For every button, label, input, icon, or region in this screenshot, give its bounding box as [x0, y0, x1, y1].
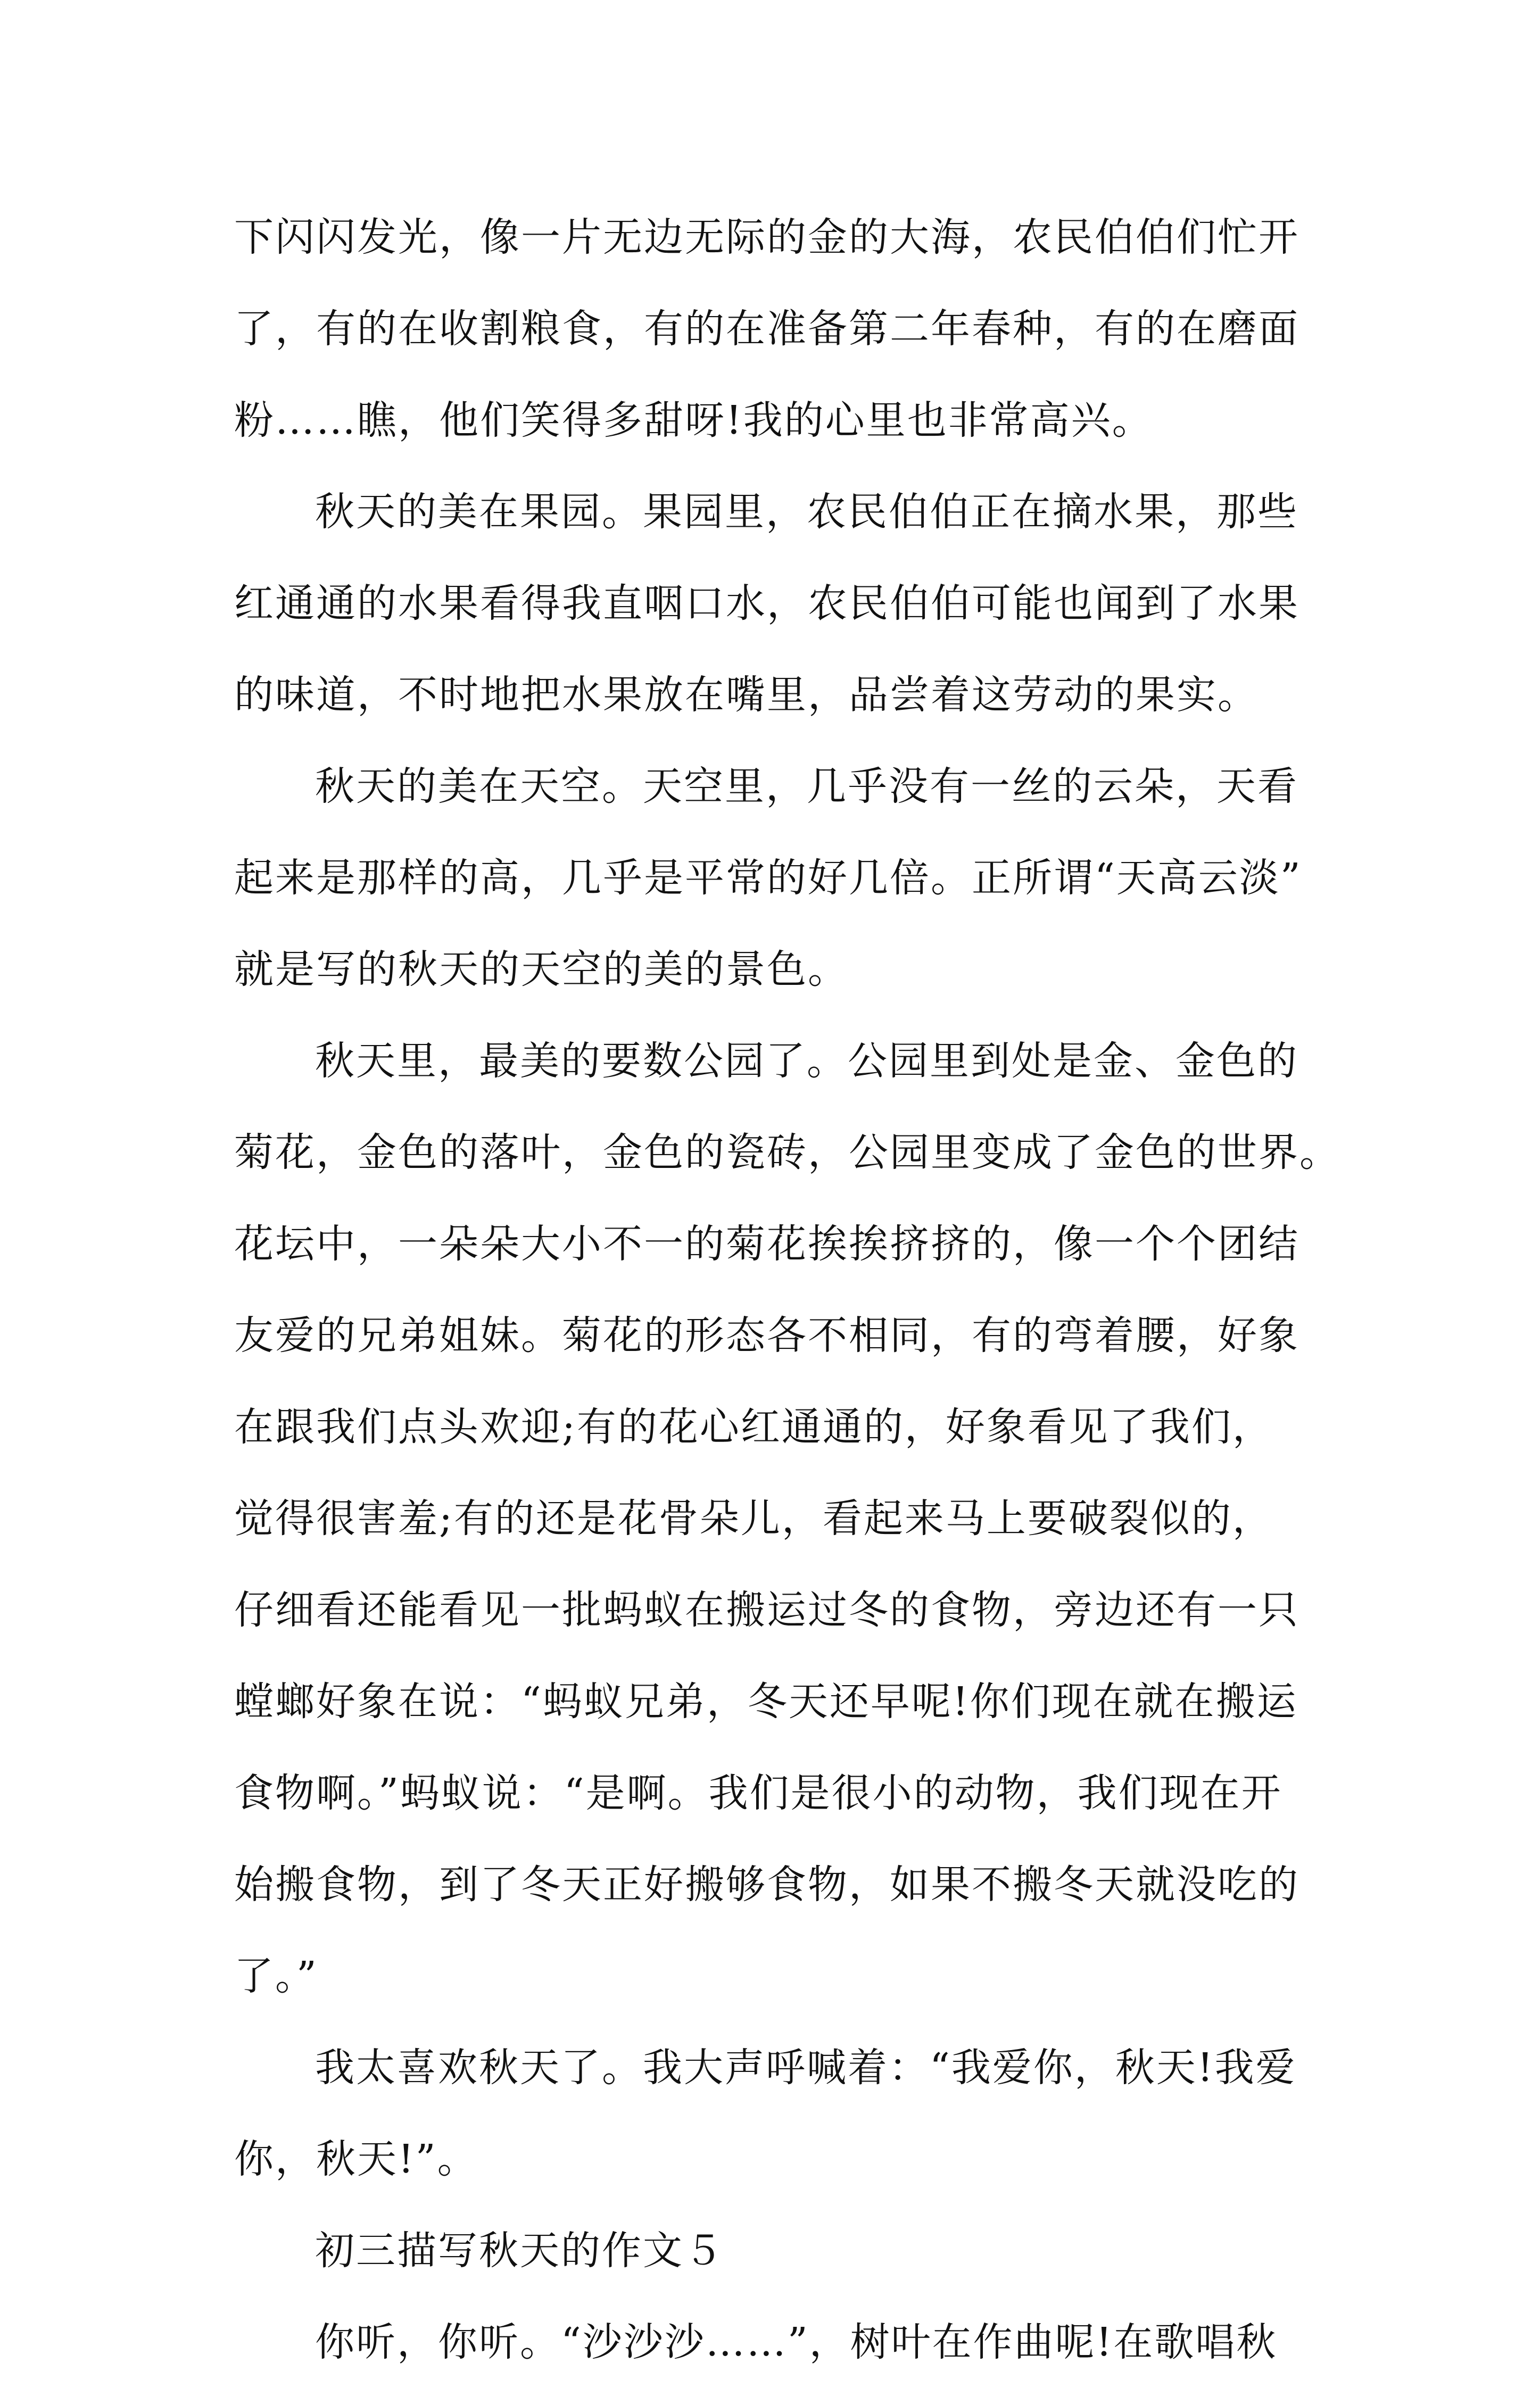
- text-line: 的味道，不时地把水果放在嘴里，品尝着这劳动的果实。: [234, 672, 1259, 718]
- text-line: 始搬食物，到了冬天正好搬够食物，如果不搬冬天就没吃的: [234, 1862, 1299, 1908]
- text-line: 了。”: [234, 1953, 318, 1999]
- text-line: 了，有的在收割粮食，有的在准备第二年春种，有的在磨面: [234, 306, 1299, 352]
- text-line: 起来是那样的高，几乎是平常的好几倍。正所谓“天高云淡”: [234, 855, 1302, 901]
- text-line: 螳螂好象在说：“蚂蚁兄弟，冬天还早呢!你们现在就在搬运: [234, 1679, 1298, 1724]
- document-body: [234, 192, 1340, 2388]
- text-line: 菊花，金色的落叶，金色的瓷砖，公园里变成了金色的世界。: [234, 1130, 1340, 1175]
- text-line: 友爱的兄弟姐妹。菊花的形态各不相同，有的弯着腰，好象: [234, 1313, 1299, 1358]
- text-line: 在跟我们点头欢迎;有的花心红通通的，好象看见了我们，: [234, 1404, 1273, 1450]
- text-line: 食物啊。”蚂蚁说：“是啊。我们是很小的动物，我们现在开: [234, 1770, 1282, 1816]
- text-line: 花坛中，一朵朵大小不一的菊花挨挨挤挤的，像一个个团结: [234, 1221, 1299, 1267]
- paragraph-start-line: 秋天的美在果园。果园里，农民伯伯正在摘水果，那些: [315, 489, 1298, 535]
- text-line: 就是写的秋天的天空的美的景色。: [234, 947, 849, 992]
- text-line: 你，秋天!”。: [234, 2136, 478, 2182]
- text-line: 红通通的水果看得我直咽口水，农民伯伯可能也闻到了水果: [234, 581, 1299, 626]
- text-line: 下闪闪发光，像一片无边无际的金的大海，农民伯伯们忙开: [234, 214, 1299, 260]
- text-line: 觉得很害羞;有的还是花骨朵儿，看起来马上要破裂似的，: [234, 1496, 1273, 1541]
- paragraph-start-line: 我太喜欢秋天了。我大声呼喊着：“我爱你，秋天!我爱: [315, 2045, 1297, 2091]
- paragraph-start-line: 你听，你听。“沙沙沙……”，树叶在作曲呢!在歌唱秋: [315, 2319, 1278, 2365]
- paragraph-start-line: 秋天的美在天空。天空里，几乎没有一丝的云朵，天看: [315, 764, 1298, 809]
- section-heading: 初三描写秋天的作文５: [315, 2228, 725, 2274]
- paragraph-start-line: 秋天里，最美的要数公园了。公园里到处是金、金色的: [315, 1038, 1298, 1084]
- text-line: 仔细看还能看见一批蚂蚁在搬运过冬的食物，旁边还有一只: [234, 1587, 1299, 1633]
- text-line: 粉……瞧，他们笑得多甜呀!我的心里也非常高兴。: [234, 397, 1153, 443]
